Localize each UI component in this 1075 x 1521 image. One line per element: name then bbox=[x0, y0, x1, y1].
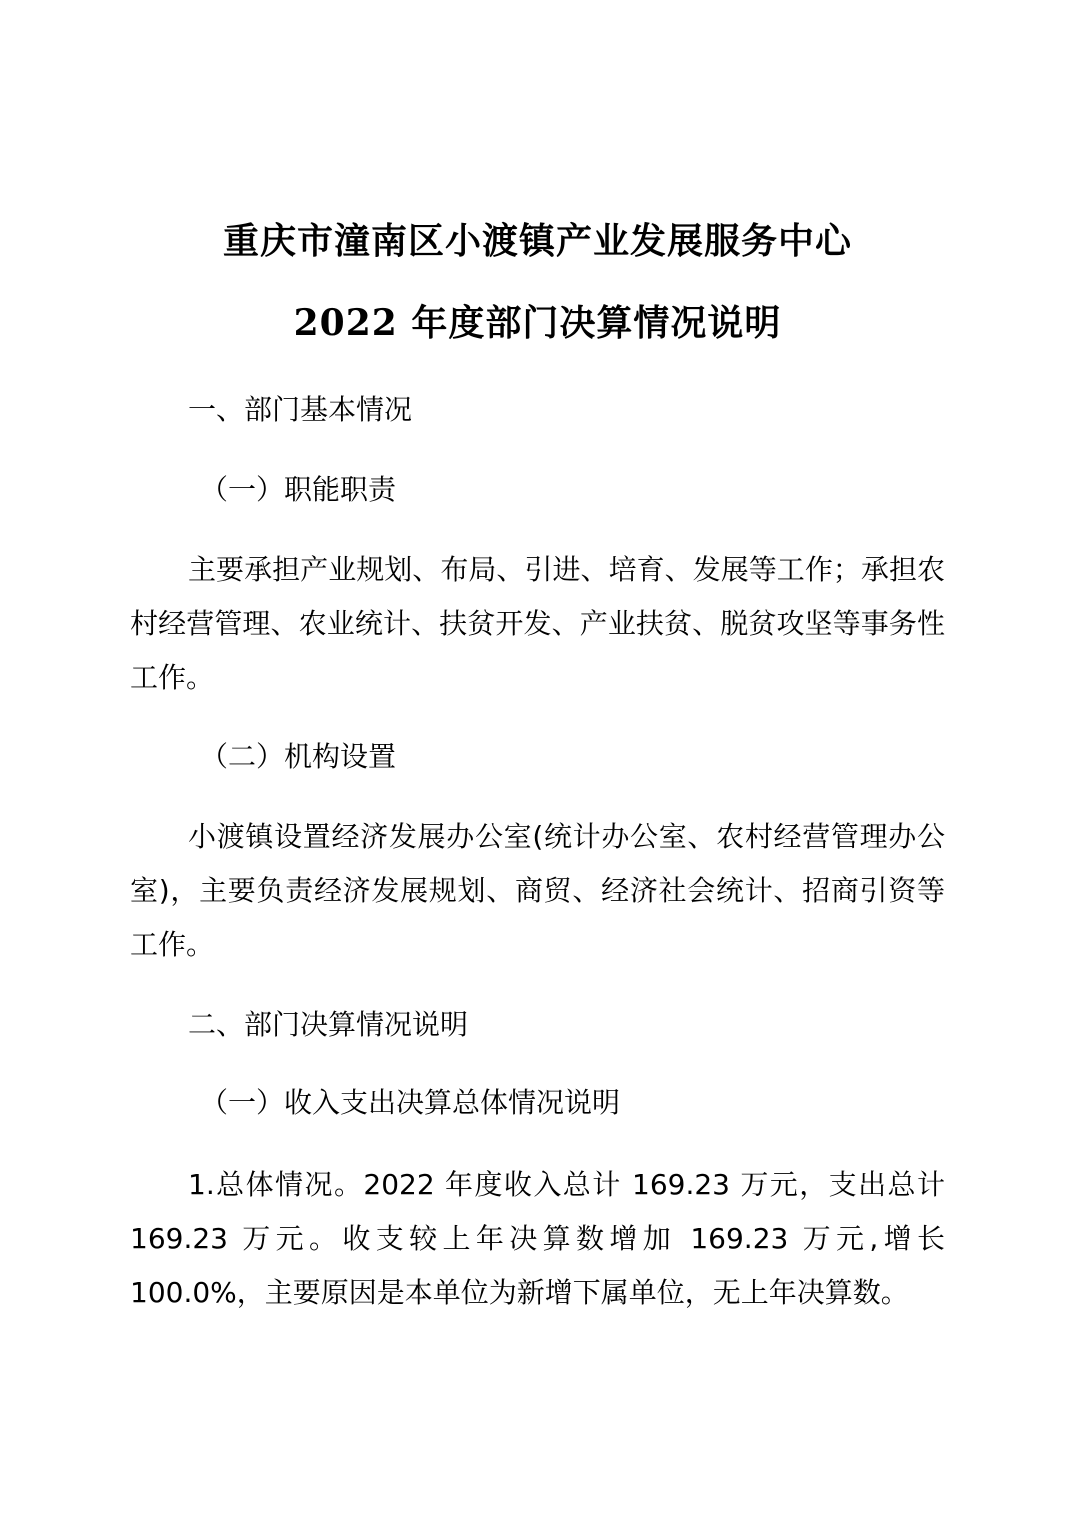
subsection-organization-heading: （二）机构设置 bbox=[200, 740, 397, 773]
duties-paragraph: 主要承担产业规划、布局、引进、培育、发展等工作；承担农村经营管理、农业统计、扶贫开发、产业扶贫、脱贫攻坚等事务性工作。 bbox=[130, 553, 945, 694]
section1-heading: 一、部门基本情况 bbox=[188, 393, 413, 426]
section2-heading: 二、部门决算情况说明 bbox=[188, 1008, 469, 1041]
document-title-line1: 重庆市潼南区小渡镇产业发展服务中心 bbox=[222, 220, 852, 262]
overall-paragraph: 1.总体情况。2022 年度收入总计 169.23 万元，支出总计 169.23 万元。收支较上年决算数增加 169.23 万元,增长 100.0%，主要原因是本单位为新增下属单位，无上年决算数。 bbox=[130, 1168, 945, 1309]
subsection-duties-heading: （一）职能职责 bbox=[200, 473, 397, 506]
subsection-overall-heading: （一）收入支出决算总体情况说明 bbox=[200, 1086, 621, 1119]
organization-paragraph: 小渡镇设置经济发展办公室(统计办公室、农村经营管理办公室)，主要负责经济发展规划、商贸、经济社会统计、招商引资等工作。 bbox=[130, 820, 945, 961]
document-title-line2: 2022 年度部门决算情况说明 bbox=[293, 302, 782, 344]
